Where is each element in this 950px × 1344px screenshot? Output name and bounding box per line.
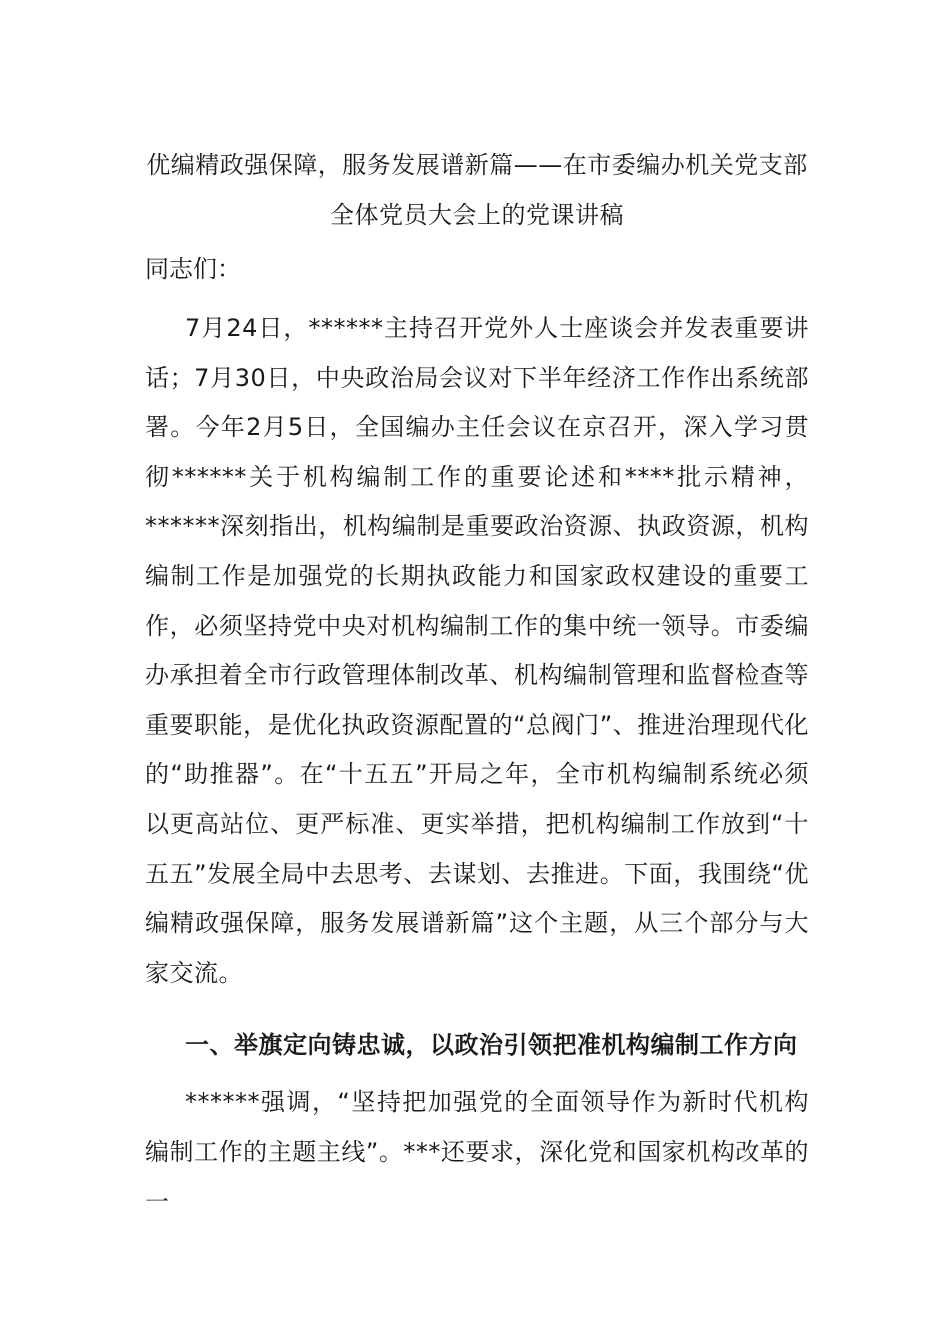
body-paragraph-2: ******强调，“坚持把加强党的全面领导作为新时代机构编制工作的主题主线”。***还要求，深化党和国家机构改革的一	[145, 1088, 809, 1216]
section-heading-1: 一、举旗定向铸忠诚，以政治引领把准机构编制工作方向	[185, 1031, 798, 1060]
title-line-2: 全体党员大会上的党课讲稿	[330, 201, 624, 229]
document-page	[145, 140, 809, 1227]
title-line-1: 优编精政强保障，服务发展谱新篇——在市委编办机关党支部	[146, 151, 808, 179]
salutation: 同志们：	[145, 255, 241, 283]
body-paragraph-1: 7月24日，******主持召开党外人士座谈会并发表重要讲话；7月30日，中央政治局会议对下半年经济工作作出系统部署。今年2月5日，全国编办主任会议在京召开，深入学习贯彻******关于机构编制工作的重要论述和****批示精神，******深刻指出，机构编制是重要政治资源、执政资源，机构编制工作是加强党的长期执政能力和国家政权建设的重要工作，必须坚持党中央对机构编制工作的集中统一领导。市委编办承担着全市行政管理体制改革、机构编制管理和监督检查等重要职能，是优化执政资源配置的“总阀门”、推进治理现代化的“助推器”。在“十五五”开局之年，全市机构编制系统必须以更高站位、更严标准、更实举措，把机构编制工作放到“十五五”发展全局中去思考、去谋划、去推进。下面，我围绕“优编精政强保障，服务发展谱新篇”这个主题，从三个部分与大家交流。	[145, 314, 809, 987]
document-title	[145, 140, 809, 240]
